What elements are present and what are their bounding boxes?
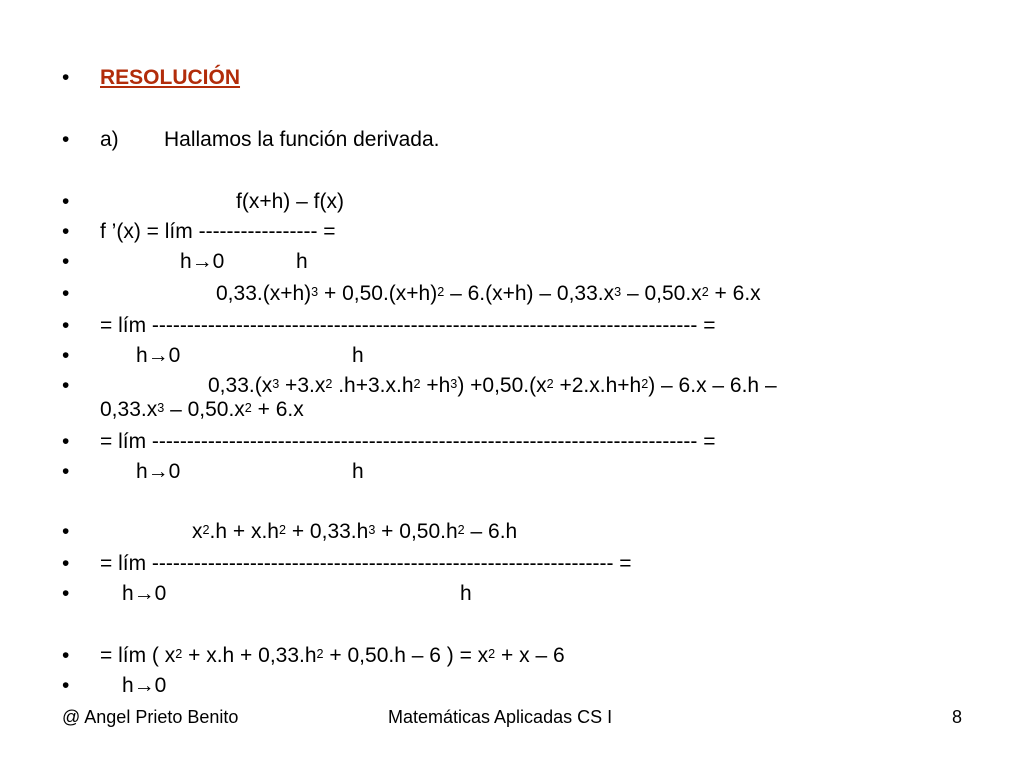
- limit-dashes-1: = lím ------------------------------------------------------------------------------ =: [100, 314, 716, 337]
- item-a-text: Hallamos la función derivada.: [164, 128, 440, 151]
- term: + 0,50.h – 6 ) = x: [323, 644, 489, 667]
- exponent: 2: [278, 523, 286, 537]
- limit-h0-4: h→0: [122, 582, 167, 605]
- bullet: •: [62, 190, 70, 213]
- bullet: •: [62, 520, 70, 543]
- term: + 0,50.(x+h): [318, 282, 438, 305]
- term: – 0,50.x: [164, 398, 245, 421]
- term: + 6.x: [708, 282, 761, 305]
- numerator-3-line1: [208, 374, 984, 398]
- exponent: 3: [368, 523, 376, 537]
- numerator-4: [192, 520, 984, 544]
- term: .h+3.x.h: [332, 374, 414, 397]
- derivative-def: f ’(x) = lím ----------------- =: [100, 220, 336, 243]
- limit-h0-3: h→0: [136, 460, 181, 483]
- limit-dashes-3: = lím ------------------------------------------------------------------ =: [100, 552, 632, 575]
- term: 0,33.(x+h): [216, 282, 312, 305]
- limit-h0-1: h→0: [180, 250, 225, 273]
- item-a: [100, 128, 984, 152]
- exponent: 2: [175, 647, 183, 661]
- bullet: •: [62, 250, 70, 273]
- term: – 6.(x+h) – 0,33.x: [444, 282, 615, 305]
- term: +3.x: [279, 374, 326, 397]
- exponent: 2: [457, 523, 465, 537]
- term: +2.x.h+h: [553, 374, 642, 397]
- bullet: •: [62, 314, 70, 337]
- limit-h0-2: h→0: [136, 344, 181, 367]
- term: 0,33.x: [100, 398, 158, 421]
- term: = lím ( x: [100, 644, 176, 667]
- term: – 0,50.x: [621, 282, 702, 305]
- term: +h: [420, 374, 451, 397]
- bullet: •: [62, 128, 70, 151]
- footer-course: Matemáticas Aplicadas CS I: [388, 707, 613, 727]
- section-title: RESOLUCIÓN: [100, 66, 241, 89]
- numerator-1: f(x+h) – f(x): [236, 190, 344, 213]
- bullet: •: [62, 644, 70, 667]
- bullet: •: [62, 552, 70, 575]
- term: + 0,33.h: [286, 520, 369, 543]
- term: 0,33.(x: [208, 374, 273, 397]
- bullet: •: [62, 582, 70, 605]
- denominator-h-1: h: [296, 250, 308, 273]
- exponent: 2: [202, 523, 210, 537]
- term: + 0,50.h: [375, 520, 458, 543]
- numerator-3-line2: [100, 398, 984, 422]
- denominator-h-2: h: [352, 344, 364, 367]
- exponent: 3: [157, 401, 165, 415]
- bullet: •: [62, 674, 70, 697]
- exponent: 2: [641, 377, 649, 391]
- bullet: •: [62, 430, 70, 453]
- denominator-h-4: h: [460, 582, 472, 605]
- item-a-label: a): [100, 128, 119, 151]
- term: + 6.x: [251, 398, 304, 421]
- term: ) +0,50.(x: [457, 374, 547, 397]
- term: .h + x.h: [209, 520, 279, 543]
- exponent: 2: [437, 285, 445, 299]
- bullet: •: [62, 66, 70, 89]
- bullet: •: [62, 282, 70, 305]
- term: x: [192, 520, 203, 543]
- term: ) – 6.x – 6.h –: [648, 374, 777, 397]
- term: + x.h + 0,33.h: [182, 644, 317, 667]
- term: – 6.h: [464, 520, 518, 543]
- limit-dashes-2: = lím ------------------------------------------------------------------------------ =: [100, 430, 716, 453]
- exponent: 2: [316, 647, 324, 661]
- exponent: 3: [272, 377, 280, 391]
- exponent: 2: [244, 401, 252, 415]
- numerator-2: [216, 282, 984, 306]
- bullet: •: [62, 374, 70, 397]
- result: [100, 644, 984, 668]
- exponent: 3: [311, 285, 319, 299]
- bullet: •: [62, 344, 70, 367]
- exponent: 2: [546, 377, 554, 391]
- footer-author: @ Angel Prieto Benito: [62, 707, 239, 727]
- exponent: 2: [488, 647, 496, 661]
- limit-h0-5: h→0: [122, 674, 167, 697]
- footer-page-number: 8: [952, 707, 963, 727]
- exponent: 2: [325, 377, 333, 391]
- term: + x – 6: [495, 644, 565, 667]
- exponent: 2: [701, 285, 709, 299]
- bullet: •: [62, 220, 70, 243]
- exponent: 2: [413, 377, 421, 391]
- denominator-h-3: h: [352, 460, 364, 483]
- exponent: 3: [450, 377, 458, 391]
- bullet: •: [62, 460, 70, 483]
- exponent: 3: [614, 285, 622, 299]
